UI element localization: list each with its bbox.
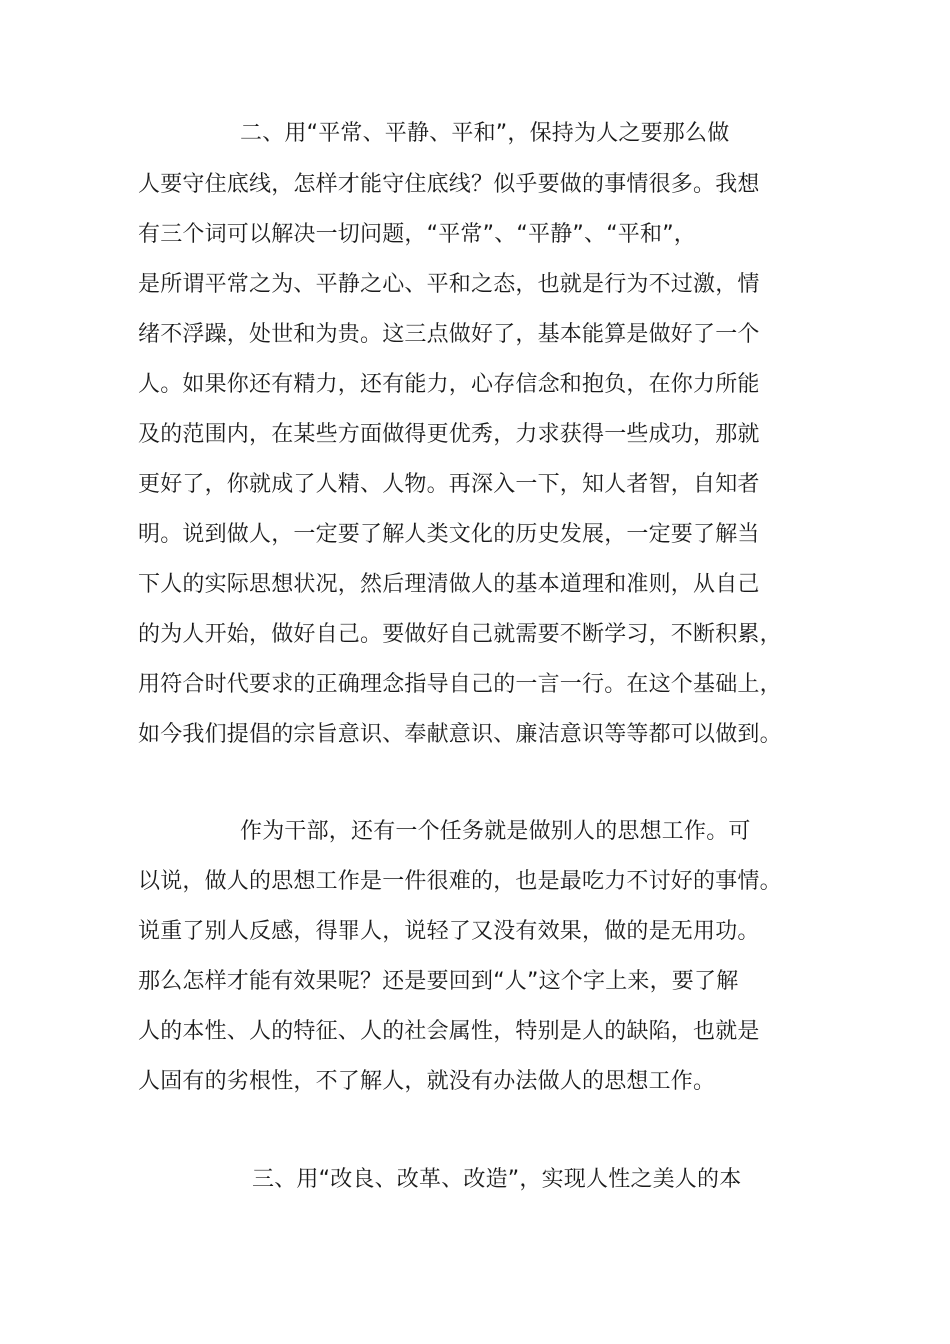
text-line: 绪不浮躁，处世和为贵。这三点做好了，基本能算是做好了一个 xyxy=(138,322,760,347)
text-line: 有三个词可以解决一切问题，“平常”、“平静”、“平和”， xyxy=(138,222,696,247)
text-line: 人要守住底线，怎样才能守住底线？似乎要做的事情很多。我想 xyxy=(138,172,760,197)
text-line: 及的范围内，在某些方面做得更优秀，力求获得一些成功，那就 xyxy=(138,422,760,447)
section-heading-3: 三、用“改良、改革、改造”，实现人性之美人的本 xyxy=(252,1167,742,1192)
text-line: 人的本性、人的特征、人的社会属性，特别是人的缺陷，也就是 xyxy=(138,1019,760,1044)
text-line: 是所谓平常之为、平静之心、平和之态，也就是行为不过激，情 xyxy=(138,272,760,297)
text-line: 人固有的劣根性，不了解人，就没有办法做人的思想工作。 xyxy=(138,1069,716,1094)
text-line: 更好了，你就成了人精、人物。再深入一下，知人者智，自知者 xyxy=(138,472,760,497)
text-line: 明。说到做人，一定要了解人类文化的历史发展，一定要了解当 xyxy=(138,522,760,547)
text-line: 下人的实际思想状况，然后理清做人的基本道理和准则，从自己 xyxy=(138,572,760,597)
text-line: 以说，做人的思想工作是一件很难的，也是最吃力不讨好的事情。 xyxy=(138,869,782,894)
text-line: 那么怎样才能有效果呢？还是要回到“人”这个字上来，要了解 xyxy=(138,969,739,994)
section-heading-2: 二、用“平常、平静、平和”，保持为人之要那么做 xyxy=(240,121,730,146)
text-line: 作为干部，还有一个任务就是做别人的思想工作。可 xyxy=(240,819,751,844)
text-line: 用符合时代要求的正确理念指导自己的一言一行。在这个基础上， xyxy=(138,672,782,697)
text-line: 的为人开始，做好自己。要做好自己就需要不断学习，不断积累， xyxy=(138,622,782,647)
text-line: 人。如果你还有精力，还有能力，心存信念和抱负，在你力所能 xyxy=(138,372,760,397)
text-line: 说重了别人反感，得罪人，说轻了又没有效果，做的是无用功。 xyxy=(138,919,760,944)
text-line: 如今我们提倡的宗旨意识、奉献意识、廉洁意识等等都可以做到。 xyxy=(138,722,782,747)
